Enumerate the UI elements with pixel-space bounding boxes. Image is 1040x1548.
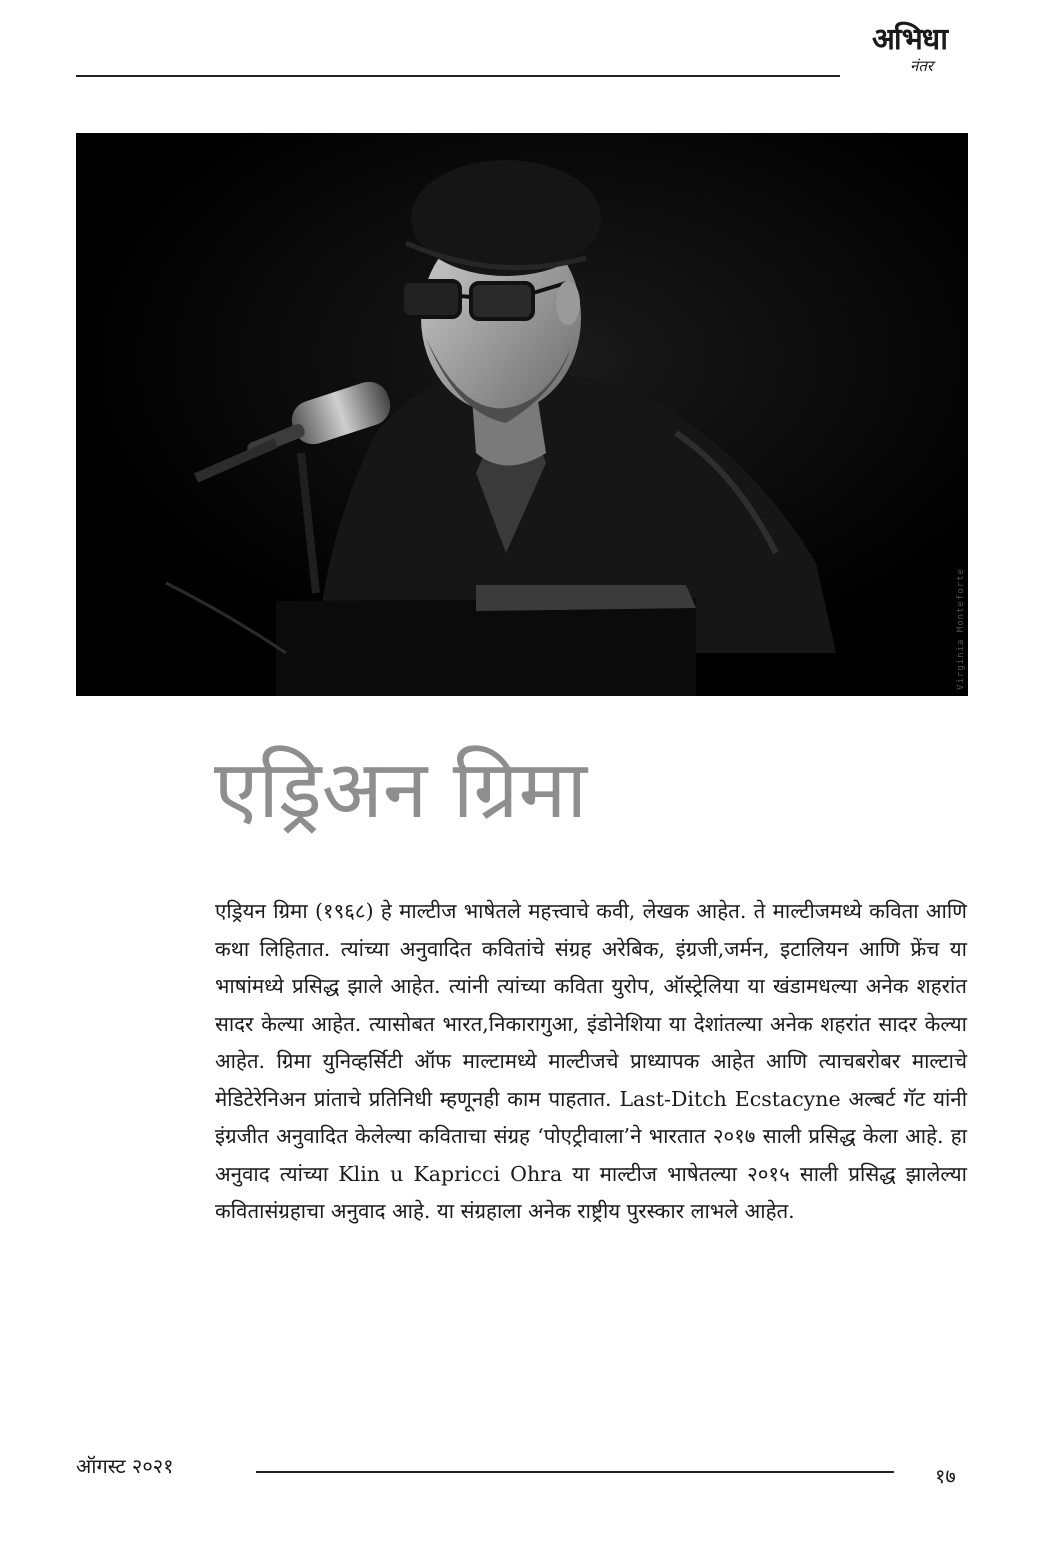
magazine-logo[interactable] [872, 20, 968, 82]
glasses-left-lens [402, 281, 460, 317]
footer-rule [256, 1471, 894, 1473]
ear-shape [556, 281, 580, 325]
papers-shape [476, 585, 696, 611]
article-title: एड्रिअन ग्रिमा [214, 743, 588, 836]
photo-credit: Virginia Monteforte [956, 568, 966, 690]
glasses-right-lens [471, 283, 533, 319]
beret-shape [411, 160, 601, 276]
logo-subtitle: नंतर [910, 57, 934, 75]
portrait-illustration [76, 133, 968, 696]
portrait-photo [76, 133, 968, 696]
page-number: १७ [935, 1464, 956, 1488]
footer-date: ऑगस्ट २०२१ [76, 1454, 174, 1478]
lectern-shape [276, 598, 696, 696]
logo-title: अभिधा [872, 22, 947, 57]
article-body: एड्रियन ग्रिमा (१९६८) हे माल्टीज भाषेतले महत्त्वाचे कवी, लेखक आहेत. ते माल्टीजमध्ये कविता आणि कथा लिहितात. त्यांच्या अनुवादित कवितांचे संग्रह अरेबिक, इंग्रजी,जर्मन, इटालियन आणि फ्रेंच या भाषांमध्ये प्रसिद्ध झाले आहेत. त्यांनी त्यांच्या कविता युरोप, ऑस्ट्रेलिया या खंडामधल्या अनेक शहरांत सादर केल्या आहेत. त्यासोबत भारत,निकारागुआ, इंडोनेशिया या देशांतल्या अनेक शहरांत सादर केल्या आहेत. ग्रिमा युनिव्हर्सिटी ऑफ माल्टामध्ये माल्टीजचे प्राध्यापक आहेत आणि त्याचबरोबर माल्टाचे मेडिटेरेनिअन प्रांताचे प्रतिनिधी म्हणूनही काम पाहतात. Last-Ditch Ecstacyne अल्बर्ट गॅट यांनी इंग्रजीत अनुवादित केलेल्या कविताचा संग्रह ‘पोएट्रीवाला’ने भारतात २०१७ साली प्रसिद्ध केला आहे. हा अनुवाद त्यांच्या Klin u Kapricci Ohra या माल्टीज भाषेतल्या २०१५ साली प्रसिद्ध झालेल्या कवितासंग्रहाचा अनुवाद आहे. या संग्रहाला अनेक राष्ट्रीय पुरस्कार लाभले आहेत. [215, 899, 967, 1223]
header-rule [76, 75, 840, 77]
